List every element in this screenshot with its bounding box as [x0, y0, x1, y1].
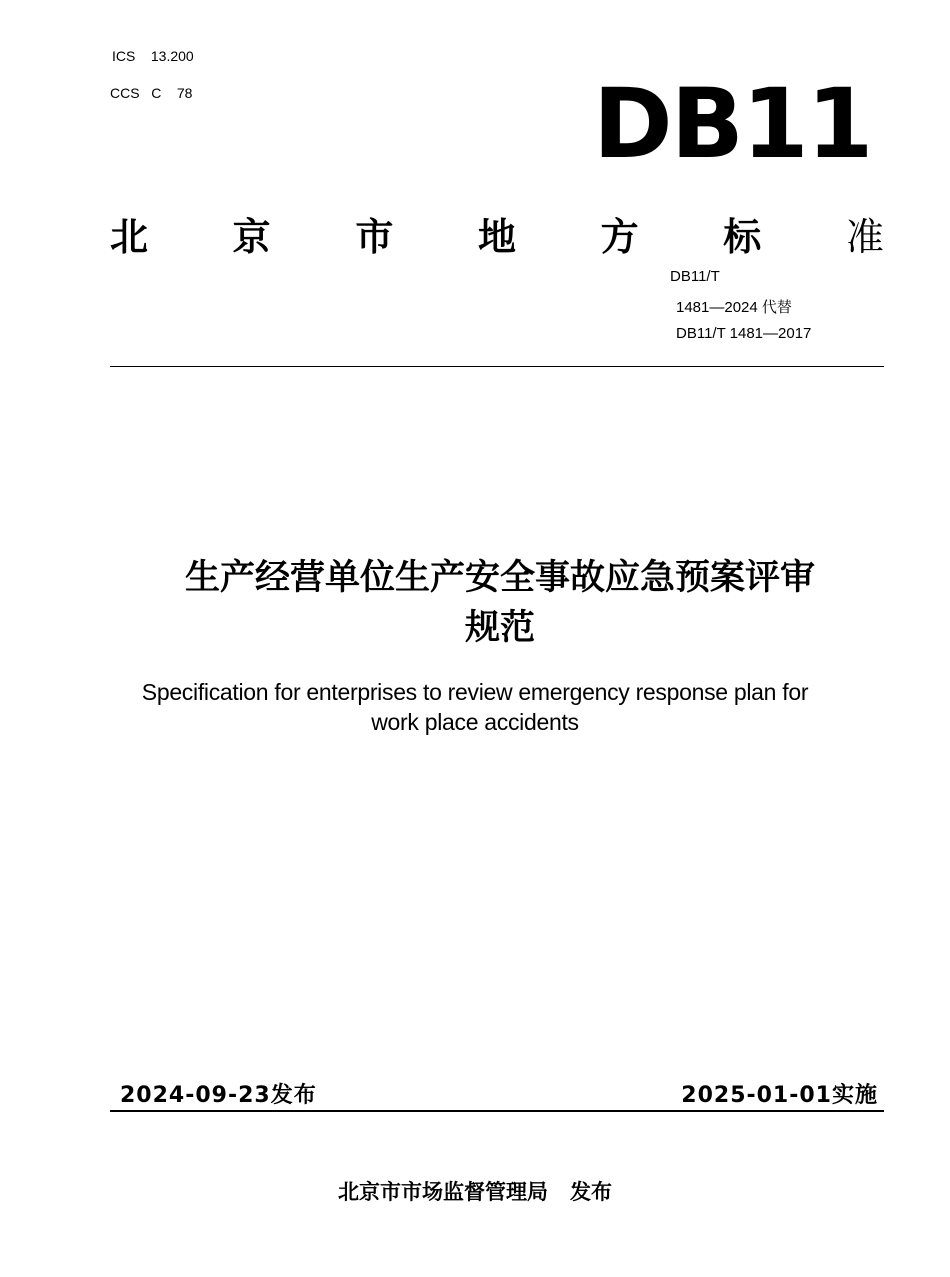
standard-type-char: 北: [110, 215, 149, 259]
standard-number: DB11/T: [670, 268, 720, 285]
standard-type-char: 地: [477, 215, 516, 259]
document-title-en-line2: work place accidents: [371, 709, 579, 735]
document-title-en: Specification for enterprises to review emergency response plan for: [141, 679, 809, 705]
standard-type-char: 市: [355, 215, 394, 259]
ccs-code: CCS C 78: [110, 85, 193, 101]
publish-date: 2024-09-23发布: [120, 1083, 317, 1108]
standard-type-char: 标: [723, 215, 762, 259]
standard-number-replaces: 1481—2024 代替: [676, 299, 792, 316]
standard-type-title: [110, 212, 884, 262]
document-title-cn: 生产经营单位生产安全事故应急预案评审: [184, 558, 815, 598]
db11-logo: DB11: [593, 68, 872, 180]
document-title-cn-line2: 规范: [464, 608, 535, 648]
replaced-standard-number: DB11/T 1481—2017: [676, 325, 812, 342]
standard-type-char: 方: [600, 215, 639, 259]
issuing-authority: 北京市市场监督管理局 发布: [338, 1180, 612, 1204]
implementation-date: 2025-01-01实施: [681, 1083, 878, 1108]
standard-type-char: 准: [845, 215, 884, 259]
standard-type-char: 京: [232, 215, 271, 259]
ics-code: ICS 13.200: [112, 48, 194, 64]
footer-divider: [110, 1110, 884, 1112]
header-divider: [110, 366, 884, 367]
